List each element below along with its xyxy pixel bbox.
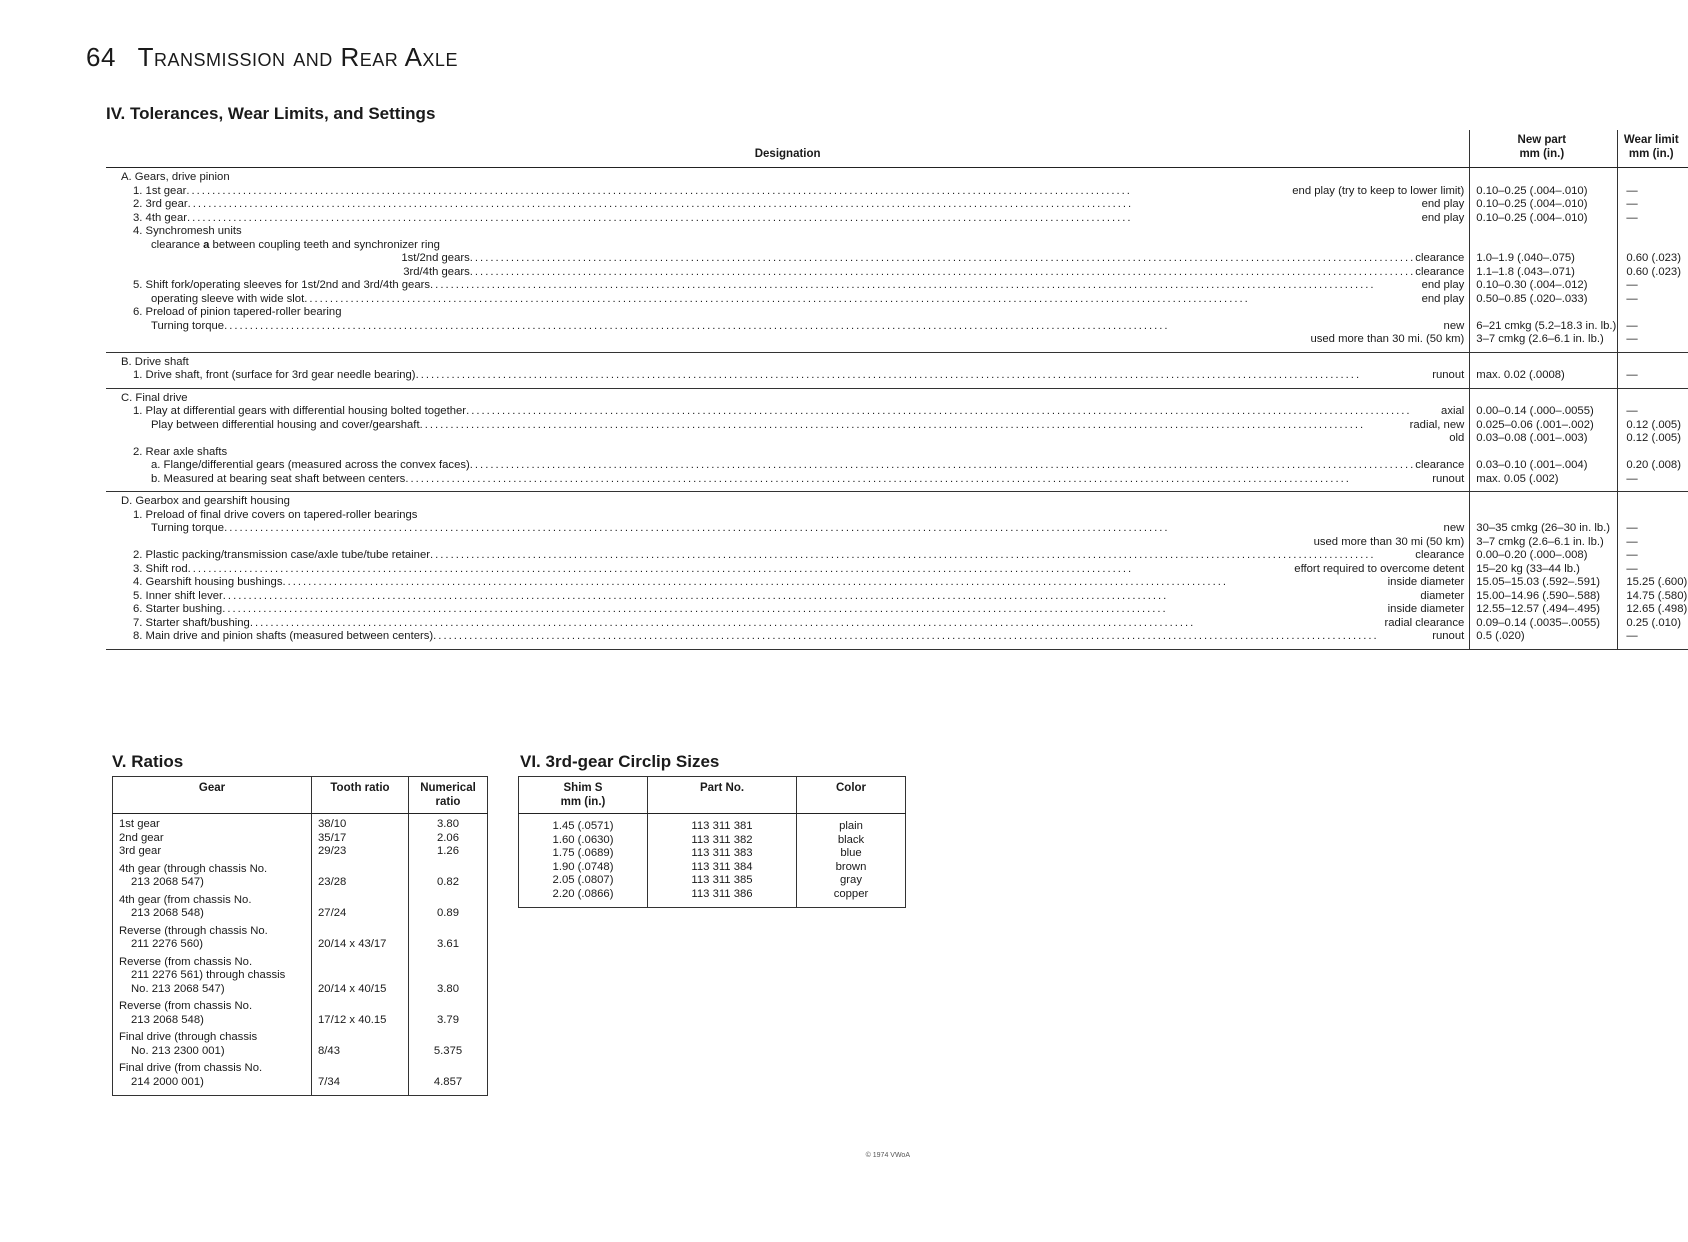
row-a6a: Turning torque ..... new	[107, 320, 1468, 334]
circlip-color: plain	[839, 820, 863, 832]
d6-new: 12.55–12.57 (.494–.495)	[1476, 603, 1601, 615]
row-d7: 7. Starter shaft/bushing ..... radial clearance	[107, 617, 1468, 631]
a5-wear: —	[1626, 279, 1638, 291]
row-c2: 2. Rear axle shafts	[133, 445, 228, 458]
row-c1: 1. Play at differential gears with differential housing bolted together ..... axial	[107, 405, 1468, 419]
group-c-title: C. Final drive	[121, 391, 188, 404]
a1-new: 0.10–0.25 (.004–.010)	[1476, 184, 1588, 197]
circlip-shim: 2.05 (.0807)	[519, 874, 648, 888]
a6b-new: 3–7 cmkg (2.6–6.1 in. lb.)	[1476, 333, 1604, 345]
col-color: Color	[797, 777, 906, 814]
c2a-wear: 0.20 (.008)	[1626, 459, 1681, 471]
row-a5: 5. Shift fork/operating sleeves for 1st/2nd and 3rd/4th gears ..... end play	[107, 279, 1468, 293]
ratio-row: Reverse (through chassis No. 211 2276 560) 20/14 x 43/17 3.61	[113, 925, 488, 956]
circlip-part: 113 311 386	[648, 888, 797, 908]
section-vi-title: VI. 3rd-gear Circlip Sizes	[520, 752, 720, 771]
row-d5: 5. Inner shift lever ..... diameter	[107, 590, 1468, 604]
ratio-row: Reverse (from chassis No. 213 2068 548) 17/12 x 40.15 3.79	[113, 1000, 488, 1031]
d7-wear: 0.25 (.010)	[1626, 616, 1681, 629]
circlip-table	[518, 776, 906, 908]
row-d3: 3. Shift rod ..... effort required to overcome detent	[107, 563, 1468, 577]
row-c2a: a. Flange/differential gears (measured across the convex faces) ..... clearance	[107, 459, 1468, 473]
c1b-new: 0.025–0.06 (.001–.002)	[1476, 418, 1594, 431]
circlip-color: black	[837, 833, 865, 846]
c2b-wear: —	[1626, 472, 1638, 485]
a2-new: 0.10–0.25 (.004–.010)	[1476, 198, 1588, 210]
ratio-row: 1st gear 38/10 3.80	[113, 818, 488, 832]
section-iv-title: IV. Tolerances, Wear Limits, and Settings	[106, 104, 436, 123]
col-numerical-ratio: Numerical ratio	[409, 777, 488, 814]
a3-wear: —	[1626, 211, 1638, 224]
group-b-title: B. Drive shaft	[121, 355, 189, 368]
a6b-wear: —	[1626, 333, 1638, 345]
row-a4-sub: clearance a between coupling teeth and synchronizer ring	[151, 238, 440, 251]
circlip-color: blue	[840, 847, 862, 859]
d4-new: 15.05–15.03 (.592–.591)	[1476, 576, 1601, 588]
ratio-row: 2nd gear 35/17 2.06	[113, 832, 488, 846]
a4b-new: 1.1–1.8 (.043–.071)	[1476, 265, 1575, 278]
c2b-new: max. 0.05 (.002)	[1476, 472, 1559, 485]
b1-wear: —	[1626, 369, 1638, 381]
a4a-wear: 0.60 (.023)	[1626, 252, 1681, 264]
row-a4a: 1st/2nd gears ..... clearance	[107, 252, 1468, 266]
d2-wear: —	[1626, 549, 1638, 561]
d2-new: 0.00–0.20 (.000–.008)	[1476, 549, 1588, 561]
ratios-table	[112, 776, 488, 1096]
c1-wear: —	[1626, 405, 1638, 417]
group-c	[106, 388, 1688, 492]
row-a2: 2. 3rd gear ..... end play	[107, 198, 1468, 212]
d1b-new: 3–7 cmkg (2.6–6.1 in. lb.)	[1476, 535, 1604, 548]
page-number: 64	[86, 42, 116, 72]
row-a5b: operating sleeve with wide slot ..... end play	[107, 293, 1468, 307]
group-b	[106, 352, 1688, 388]
row-a6b: used more than 30 mi. (50 km)	[1310, 333, 1465, 345]
d3-new: 15–20 kg (33–44 lb.)	[1476, 562, 1580, 575]
d8-new: 0.5 (.020)	[1476, 630, 1525, 642]
circlip-shim: 1.60 (.0630)	[519, 834, 648, 848]
d1a-wear: —	[1626, 522, 1638, 534]
row-d1: 1. Preload of final drive covers on tapered-roller bearings	[133, 508, 418, 521]
page-title: Transmission and Rear Axle	[137, 42, 458, 72]
circlip-shim: 2.20 (.0866)	[519, 888, 648, 908]
col-shim: Shim S mm (in.)	[519, 777, 648, 814]
d1b-wear: —	[1626, 535, 1638, 548]
circlip-shim: 1.45 (.0571)	[519, 814, 648, 834]
b1-new: max. 0.02 (.0008)	[1476, 369, 1565, 381]
row-a4: 4. Synchromesh units	[133, 225, 242, 237]
d3-wear: —	[1626, 562, 1638, 575]
a5b-new: 0.50–0.85 (.020–.033)	[1476, 292, 1588, 305]
copyright: © 1974 VWoA	[865, 1152, 910, 1159]
a4a-new: 1.0–1.9 (.040–.075)	[1476, 252, 1575, 264]
col-wear-limit: Wear limit mm (in.)	[1618, 130, 1688, 168]
a6a-new: 6–21 cmkg (5.2–18.3 in. lb.)	[1476, 319, 1617, 332]
circlip-part: 113 311 383	[648, 847, 797, 861]
page-header	[86, 42, 458, 73]
row-d4: 4. Gearshift housing bushings ..... inside diameter	[107, 576, 1468, 590]
col-new-part: New part mm (in.)	[1470, 130, 1618, 168]
a4b-wear: 0.60 (.023)	[1626, 265, 1681, 278]
ratio-row: 3rd gear 29/23 1.26	[113, 845, 488, 863]
c1c-wear: 0.12 (.005)	[1626, 432, 1681, 444]
circlip-part: 113 311 381	[648, 814, 797, 834]
a6a-wear: —	[1626, 319, 1638, 332]
a2-wear: —	[1626, 198, 1638, 210]
c2a-new: 0.03–0.10 (.001–.004)	[1476, 459, 1588, 471]
ratio-row: 4th gear (through chassis No. 213 2068 547) 23/28 0.82	[113, 863, 488, 894]
row-a6: 6. Preload of pinion tapered-roller bearing	[133, 306, 342, 318]
row-a4b: 3rd/4th gears ..... clearance	[107, 266, 1468, 280]
circlip-part: 113 311 384	[648, 861, 797, 875]
row-d2: 2. Plastic packing/transmission case/axle tube/tube retainer ..... clearance	[107, 549, 1468, 563]
circlip-shim: 1.90 (.0748)	[519, 861, 648, 875]
group-d	[106, 492, 1688, 650]
c1-new: 0.00–0.14 (.000–.0055)	[1476, 405, 1594, 417]
a5-new: 0.10–0.30 (.004–.012)	[1476, 279, 1588, 291]
circlip-color: brown	[835, 860, 867, 873]
a3-new: 0.10–0.25 (.004–.010)	[1476, 211, 1588, 224]
a1-wear: —	[1626, 184, 1638, 197]
row-a1: 1. 1st gear ..... end play (try to keep to lower limit)	[107, 185, 1468, 199]
circlip-color: gray	[840, 874, 862, 886]
row-d1a: Turning torque ..... new	[107, 522, 1468, 536]
ratio-row: Final drive (through chassis No. 213 2300 001) 8/43 5.375	[113, 1031, 488, 1062]
d1a-new: 30–35 cmkg (26–30 in. lb.)	[1476, 522, 1611, 534]
row-d8: 8. Main drive and pinion shafts (measured between centers) ..... runout	[107, 630, 1468, 644]
ratio-row: Reverse (from chassis No. 211 2276 561) through chassis No. 213 2068 547) 20/14 x 40/15 3.80	[113, 956, 488, 1001]
circlip-part: 113 311 385	[648, 874, 797, 888]
circlip-part: 113 311 382	[648, 834, 797, 848]
tolerances-table	[106, 130, 1688, 650]
col-designation: Designation	[106, 130, 1470, 168]
ratio-row: Final drive (from chassis No. 214 2000 001) 7/34 4.857	[113, 1062, 488, 1096]
group-d-title: D. Gearbox and gearshift housing	[121, 495, 290, 507]
row-b1: 1. Drive shaft, front (surface for 3rd gear needle bearing) ..... runout	[107, 369, 1468, 383]
row-d6: 6. Starter bushing ..... inside diameter	[107, 603, 1468, 617]
ratio-row: 4th gear (from chassis No. 213 2068 548) 27/24 0.89	[113, 894, 488, 925]
row-c2b: b. Measured at bearing seat shaft between centers ..... runout	[107, 473, 1468, 487]
col-tooth-ratio: Tooth ratio	[312, 777, 409, 814]
d8-wear: —	[1626, 630, 1638, 642]
group-a-title: A. Gears, drive pinion	[121, 171, 230, 183]
d6-wear: 12.65 (.498)	[1626, 603, 1688, 615]
circlip-color: copper	[833, 887, 869, 900]
c1b-wear: 0.12 (.005)	[1626, 418, 1681, 431]
d4-wear: 15.25 (.600)	[1626, 576, 1688, 588]
c1c-new: 0.03–0.08 (.001–.003)	[1476, 432, 1588, 444]
circlip-shim: 1.75 (.0689)	[519, 847, 648, 861]
d7-new: 0.09–0.14 (.0035–.0055)	[1476, 616, 1601, 629]
col-part-no: Part No.	[648, 777, 797, 814]
a5b-wear: —	[1626, 292, 1638, 305]
col-gear: Gear	[113, 777, 312, 814]
row-c1b: Play between differential housing and cover/gearshaft ..... radial, new	[107, 419, 1468, 433]
row-a3: 3. 4th gear ..... end play	[107, 212, 1468, 226]
group-a	[106, 168, 1688, 353]
row-c1c: old	[1449, 432, 1465, 444]
d5-new: 15.00–14.96 (.590–.588)	[1476, 589, 1601, 602]
row-d1b: used more than 30 mi (50 km)	[1313, 535, 1465, 548]
section-v-title: V. Ratios	[112, 752, 184, 771]
d5-wear: 14.75 (.580)	[1626, 589, 1688, 602]
